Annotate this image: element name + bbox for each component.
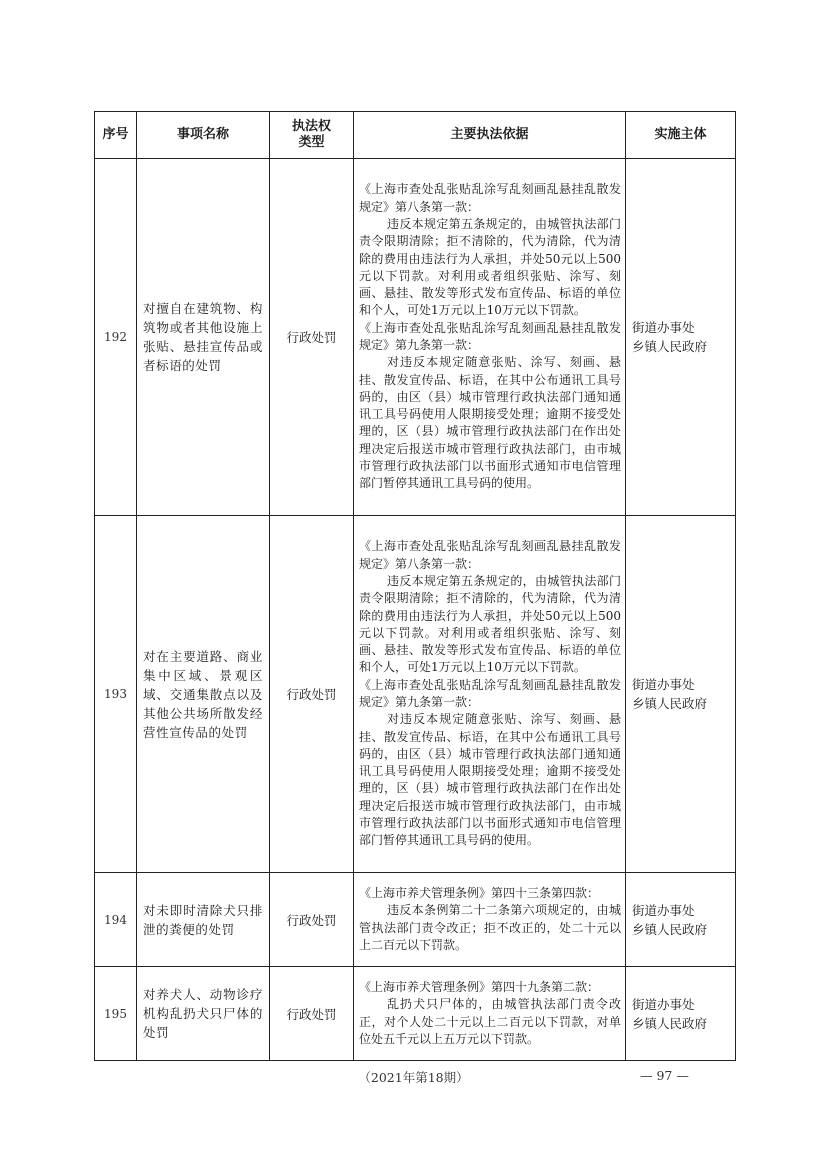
basis-citation: 《上海市养犬管理条例》第四十九条第二款： <box>359 979 600 994</box>
row-seq: 192 <box>95 159 137 516</box>
row-basis <box>354 873 626 967</box>
header-type-line2: 类型 <box>298 135 325 150</box>
table-row <box>95 516 736 873</box>
basis-citation: 《上海市查处乱张贴乱涂写乱刻画乱悬挂乱散发规定》第八条第一款： <box>359 539 621 571</box>
page-number: — 97 — <box>640 1068 689 1083</box>
body-line2: 乡镇人民政府 <box>632 696 708 711</box>
issue-label: （2021年第18期） <box>358 1070 469 1085</box>
body-line1: 街道办事处 <box>632 677 695 692</box>
basis-citation: 《上海市查处乱张贴乱涂写乱刻画乱悬挂乱散发规定》第九条第一款： <box>359 677 621 709</box>
basis-text: 对违反本规定随意张贴、涂写、刻画、悬挂、散发宣传品、标语，在其中公布通讯工具号码的，由区（县）城市管理行政执法部门通知通讯工具号码使用人限期接受处理；逾期不接受处理的，区（县）城市管理行政执法部门在作出处理决定后报送市城市管理行政执法部门，由市城市管理行政执法部门以书面形式通知市电信管理部门暂停其通讯工具号码的使用。 <box>359 712 621 848</box>
row-item-name: 对未即时清除犬只排泄的粪便的处罚 <box>137 873 270 967</box>
row-item-name: 对在主要道路、商业集中区域、景观区域、交通集散点以及其他公共场所散发经营性宣传品的处罚 <box>137 516 270 873</box>
table-row <box>95 873 736 967</box>
basis-text: 乱扔犬只尸体的，由城管执法部门责令改正，对个人处二十元以上二百元以下罚款，对单位处五千元以上五万元以下罚款。 <box>359 997 621 1046</box>
row-body <box>626 873 736 967</box>
row-body <box>626 516 736 873</box>
body-line1: 街道办事处 <box>632 902 695 918</box>
basis-text: 违反本条例第二十二条第六项规定的，由城管执法部门责令改正；拒不改正的，处二十元以上二百元以下罚款。 <box>359 903 621 952</box>
row-type: 行政处罚 <box>270 873 354 967</box>
row-body <box>626 159 736 516</box>
table-row <box>95 967 736 1061</box>
header-seq: 序号 <box>95 112 137 159</box>
header-basis: 主要执法依据 <box>354 112 626 159</box>
body-line2: 乡镇人民政府 <box>632 921 708 937</box>
table-row <box>95 159 736 516</box>
basis-citation: 《上海市养犬管理条例》第四十三条第四款： <box>359 885 600 900</box>
row-basis <box>354 967 626 1061</box>
row-basis <box>354 159 626 516</box>
basis-text: 违反本规定第五条规定的，由城管执法部门责令限期清除；拒不清除的，代为清除，代为清除的费用由违法行为人承担，并处50元以上500元以下罚款。对利用或者组织张贴、涂写、刻画、悬挂、散发等形式发布宣传品、标语的单位和个人，可处1万元以上10万元以下罚款。 <box>359 573 621 675</box>
table-header-row <box>95 112 736 159</box>
basis-text: 违反本规定第五条规定的，由城管执法部门责令限期清除；拒不清除的，代为清除，代为清除的费用由违法行为人承担，并处50元以上500元以下罚款。对利用或者组织张贴、涂写、刻画、悬挂、散发等形式发布宣传品、标语的单位和个人，可处1万元以上10万元以下罚款。 <box>359 216 621 318</box>
basis-text: 对违反本规定随意张贴、涂写、刻画、悬挂、散发宣传品、标语，在其中公布通讯工具号码的，由区（县）城市管理行政执法部门通知通讯工具号码使用人限期接受处理；逾期不接受处理的，区（县）城市管理行政执法部门在作出处理决定后报送市城市管理行政执法部门，由市城市管理行政执法部门以书面形式通知市电信管理部门暂停其通讯工具号码的使用。 <box>359 355 621 491</box>
row-seq: 195 <box>95 967 137 1061</box>
body-line2: 乡镇人民政府 <box>632 339 708 354</box>
body-line1: 街道办事处 <box>632 996 695 1012</box>
body-line2: 乡镇人民政府 <box>632 1015 708 1031</box>
row-item-name: 对养犬人、动物诊疗机构乱扔犬只尸体的处罚 <box>137 967 270 1061</box>
header-type-line1: 执法权 <box>291 119 331 134</box>
row-item-name: 对擅自在建筑物、构筑物或者其他设施上张贴、悬挂宣传品或者标语的处罚 <box>137 159 270 516</box>
row-type: 行政处罚 <box>270 967 354 1061</box>
row-type: 行政处罚 <box>270 516 354 873</box>
row-body <box>626 967 736 1061</box>
row-basis <box>354 516 626 873</box>
enforcement-table <box>94 111 736 1061</box>
body-line1: 街道办事处 <box>632 320 695 335</box>
row-seq: 194 <box>95 873 137 967</box>
header-type <box>270 112 354 159</box>
basis-citation: 《上海市查处乱张贴乱涂写乱刻画乱悬挂乱散发规定》第八条第一款： <box>359 182 621 214</box>
row-seq: 193 <box>95 516 137 873</box>
header-body: 实施主体 <box>626 112 736 159</box>
basis-citation: 《上海市查处乱张贴乱涂写乱刻画乱悬挂乱散发规定》第九条第一款： <box>359 320 621 352</box>
row-type: 行政处罚 <box>270 159 354 516</box>
header-item: 事项名称 <box>137 112 270 159</box>
